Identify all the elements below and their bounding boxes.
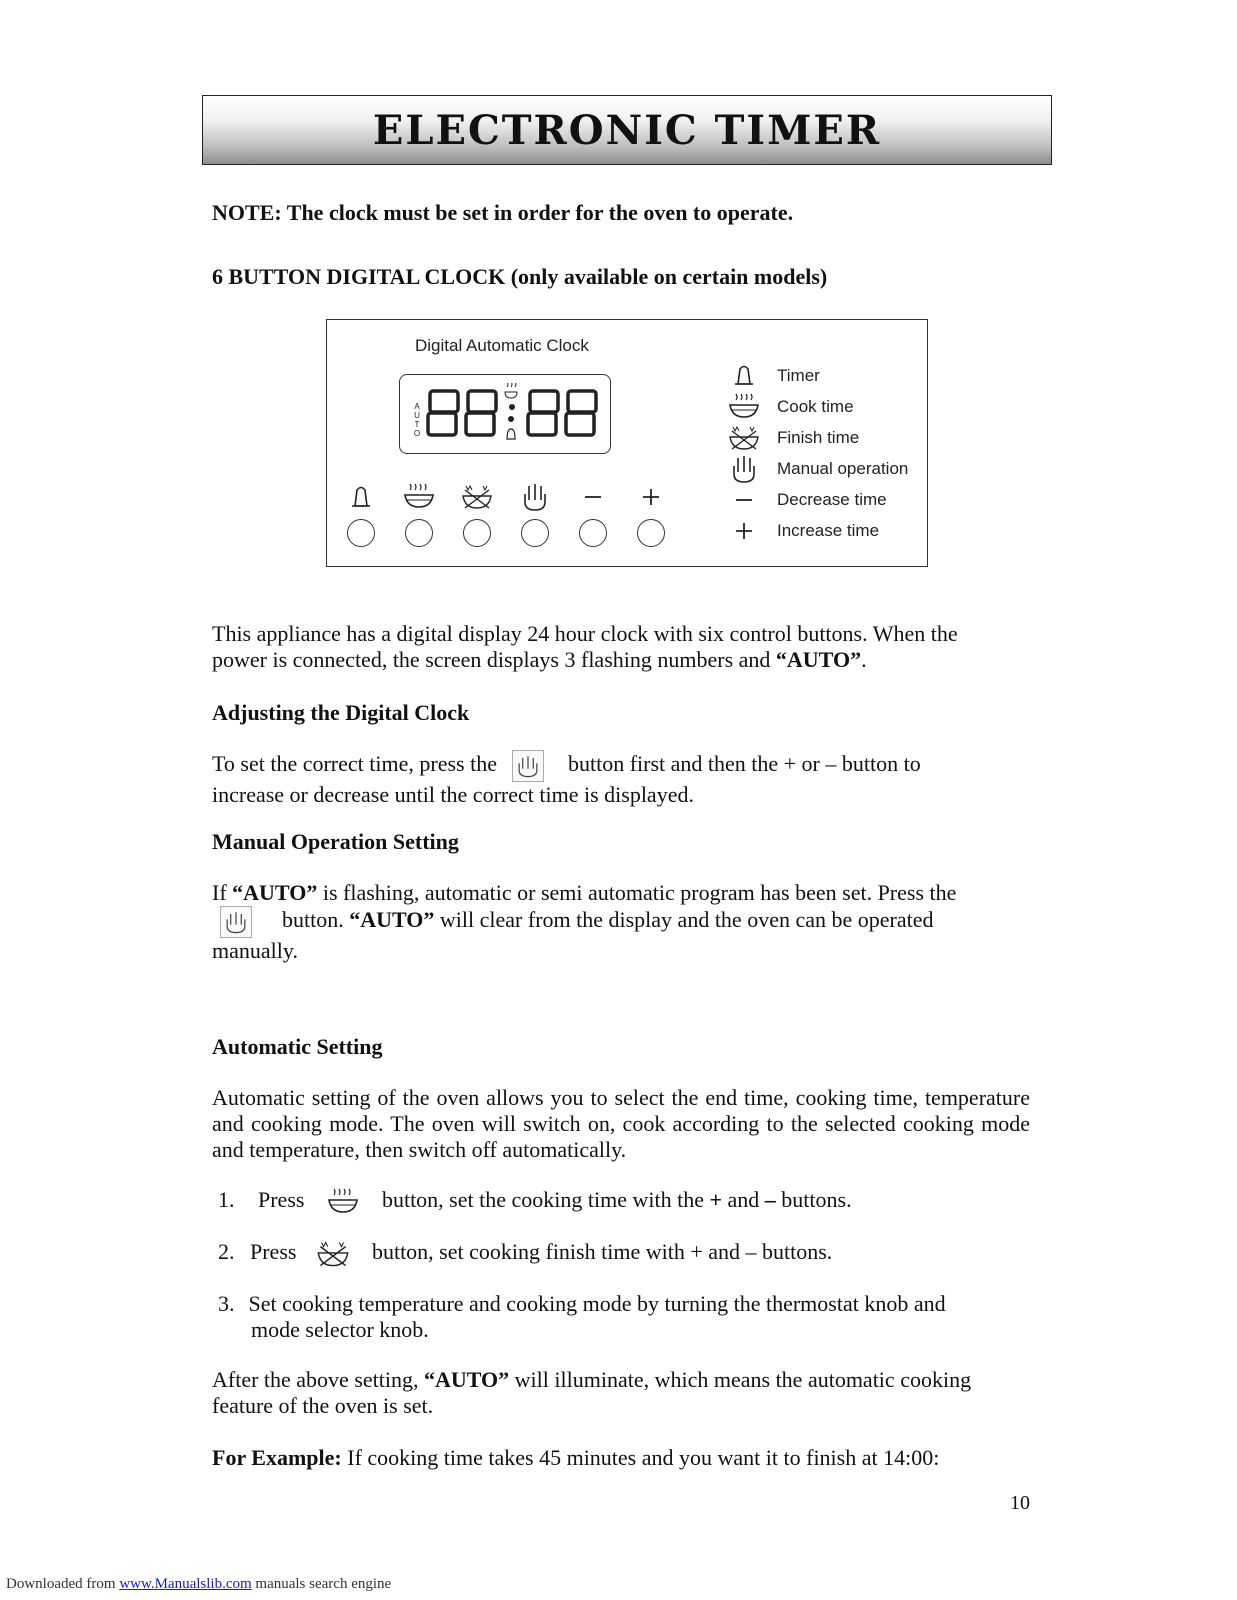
download-footer: Downloaded from www.Manualslib.com manuals search engine (6, 1576, 392, 1592)
minus-icon (727, 486, 761, 514)
step-3: 3. Set cooking temperature and cooking mode by turning the thermostat knob and mode selector knob. (218, 1291, 946, 1342)
hand-icon (727, 455, 761, 483)
seven-segment-digits (422, 383, 602, 445)
legend-timer: Timer (727, 361, 820, 391)
bell-icon (341, 482, 381, 512)
automatic-heading: Automatic Setting (212, 1034, 383, 1059)
note: NOTE: The clock must be set in order for the oven to operate. (212, 200, 794, 225)
plus-icon (631, 482, 671, 512)
manual-heading: Manual Operation Setting (212, 829, 459, 854)
cook-pot-icon (399, 482, 439, 512)
section-heading (212, 264, 1030, 290)
title-banner (202, 95, 1052, 165)
step-2: 2. Press button, set cooking finish time with + and – buttons. (218, 1238, 1038, 1270)
finish-pot-icon (312, 1238, 354, 1270)
clock-panel-figure (326, 319, 928, 567)
legend-manual-operation: Manual operation (727, 454, 908, 484)
cook-time-button (405, 519, 433, 547)
page-number: 10 (1010, 1492, 1030, 1514)
step-1: 1. Press button, set the cooking time with the + and – buttons. (218, 1187, 1038, 1217)
minus-icon (573, 482, 613, 512)
adjusting-paragraph: To set the correct time, press the button first and then the + or – button to increase or decrease until the correct time is displayed. (212, 751, 921, 807)
after-paragraph: After the above setting, “AUTO” will illuminate, which means the automatic cooking feature of the oven is set. (212, 1367, 972, 1418)
bell-icon (727, 362, 761, 390)
finish-pot-icon (457, 482, 497, 512)
cook-pot-icon (322, 1187, 364, 1217)
manual-paragraph: If “AUTO” is flashing, automatic or semi automatic program has been set. Press the button. “AUTO” will clear from the display and the oven can be operated manually. (212, 880, 957, 963)
auto-indicator: A U T O (413, 402, 421, 438)
lcd-display (399, 374, 611, 454)
timer-button (347, 519, 375, 547)
finish-pot-icon (727, 424, 761, 452)
page-title: ELECTRONIC TIMER (372, 106, 882, 154)
manual-operation-button (521, 519, 549, 547)
legend-decrease-time: Decrease time (727, 485, 887, 515)
section-heading-rest: (only available on certain models) (505, 264, 828, 289)
intro-paragraph: This appliance has a digital display 24 hour clock with six control buttons. When the power is connected, the screen displays 3 flashing numbers and “AUTO”. (212, 621, 958, 672)
panel-title: Digital Automatic Clock (415, 336, 589, 355)
example-line: For Example: If cooking time takes 45 minutes and you want it to finish at 14:00: (212, 1445, 940, 1470)
manualslib-link[interactable]: www.Manualslib.com (119, 1576, 252, 1592)
hand-icon (220, 906, 252, 938)
cook-pot-icon (727, 393, 761, 421)
legend-increase-time: Increase time (727, 516, 879, 546)
hand-icon (512, 750, 544, 782)
automatic-paragraph: Automatic setting of the oven allows you to select the end time, cooking time, temperature and cooking mode. The oven will switch on, cook according to the selected cooking mode and temperature, then switch off automatically. (212, 1085, 1030, 1162)
legend-finish-time: Finish time (727, 423, 859, 453)
increase-time-button (637, 519, 665, 547)
finish-time-button (463, 519, 491, 547)
section-heading-bold: 6 BUTTON DIGITAL CLOCK (212, 264, 506, 289)
decrease-time-button (579, 519, 607, 547)
hand-icon (515, 482, 555, 512)
legend-cook-time: Cook time (727, 392, 854, 422)
plus-icon (727, 517, 761, 545)
adjusting-heading: Adjusting the Digital Clock (212, 700, 470, 725)
